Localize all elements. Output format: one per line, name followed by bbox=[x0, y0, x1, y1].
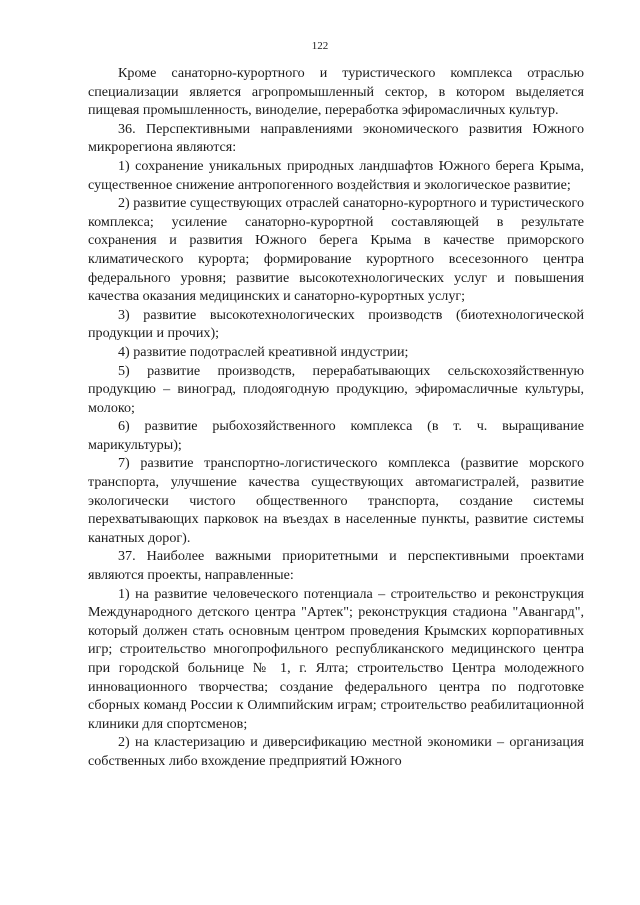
list-item: 4) развитие подотраслей креативной индустрии; bbox=[118, 343, 409, 360]
list-item: 7) развитие транспортно-логистического комплекса (развитие морского транспорта, улучшение качества существующих автомагистралей, развитие экологически чистого общественного транспорта, создание системы перехватывающих парковок на въездах в населенные пункты, развитие системы канатных дорог). bbox=[88, 455, 584, 546]
list-item: 2) на кластеризацию и диверсификацию местной экономики – организация собственных либо вхождение предприятий Южного bbox=[88, 734, 584, 769]
page-number: 122 bbox=[311, 40, 329, 52]
list-item: 1) на развитие человеческого потенциала – строительство и реконструкция Международного детского центра "Артек"; реконструкция стадиона "Авангард", который должен стать основным центром проведения Крымских корпоративных игр; строительство многопрофильного республиканского медицинского центра при городской больнице № 1, г. Ялта; строительство Центра молодежного инновационного творчества; создание федерального центра по подготовке сборных команд России к Олимпийским играм; строительство реабилитационной клиники для спортсменов; bbox=[88, 585, 584, 732]
list-item: 1) сохранение уникальных природных ландшафтов Южного берега Крыма, существенное снижение антропогенного воздействия и экологическое развитие; bbox=[88, 157, 584, 193]
list-item: 5) развитие производств, перерабатывающих сельскохозяйственную продукцию – виноград, плодоягодную продукцию, эфиромасличные культуры, молоко; bbox=[88, 362, 584, 416]
paragraph-intro: Кроме санаторно-курортного и туристического комплекса отраслью специализации является агропромышленный сектор, в котором выделяется пищевая промышленность, виноделие, переработка эфиромасличных культур. bbox=[88, 65, 584, 119]
document-body bbox=[88, 64, 584, 771]
list-item: 3) развитие высокотехнологических производств (биотехнологической продукции и прочих); bbox=[88, 306, 584, 342]
paragraph-item-36: 36. Перспективными направлениями экономического развития Южного микрорегиона являются: bbox=[88, 120, 584, 156]
paragraph-item-37: 37. Наиболее важными приоритетными и перспективными проектами являются проекты, направленные: bbox=[88, 548, 584, 584]
list-item: 6) развитие рыбохозяйственного комплекса (в т. ч. выращивание марикультуры); bbox=[88, 418, 584, 453]
list-item: 2) развитие существующих отраслей санаторно-курортного и туристического комплекса; усиление санаторно-курортной составляющей в результате сохранения и развития Южного берега Крыма в качестве приморского климатического курорта; формирование курортного всесезонного центра федерального уровня; развитие высокотехнологических услуг и повышения качества оказания медицинских и санаторно-курортных услуг; bbox=[88, 195, 584, 305]
